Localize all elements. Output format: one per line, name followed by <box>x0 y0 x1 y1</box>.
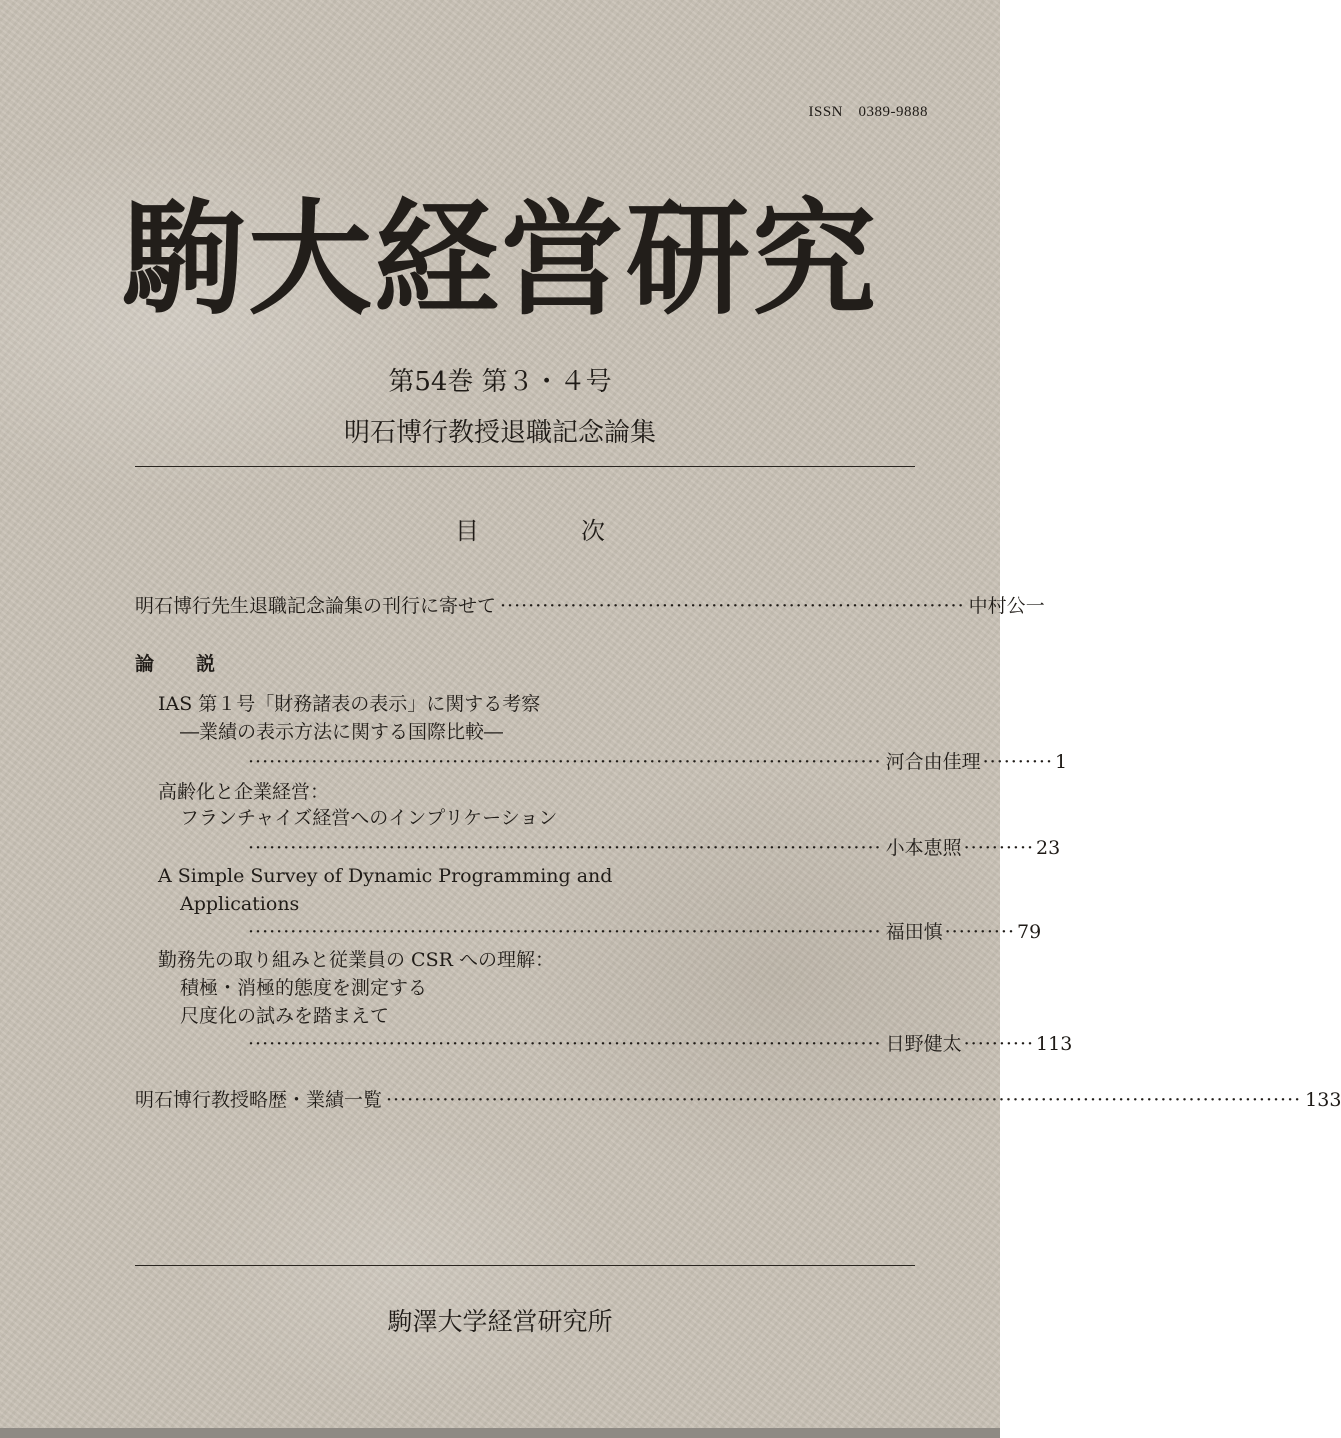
page-number: 133 <box>1305 1089 1341 1111</box>
dot-leader: ·································································· <box>500 595 965 617</box>
cover-bottom-edge <box>0 1428 1000 1438</box>
article-author: 福 田 慎 <box>885 921 943 943</box>
dot-leader: ·········· <box>982 751 1054 773</box>
article-title-line[interactable]: 高齢化と企業経営： <box>158 781 330 803</box>
toc-entry-article[interactable] <box>248 834 1061 862</box>
bottom-divider <box>135 1265 915 1266</box>
foreword-title: 明石博行先生退職記念論集の刊行に寄せて <box>135 595 497 617</box>
toc-entry-article[interactable] <box>248 748 1068 776</box>
publisher-name: 駒澤大学経営研究所 <box>387 1307 613 1336</box>
journal-title: 駒大経営研究 <box>121 187 878 332</box>
article-title-line[interactable]: 勤務先の取り組みと従業員の CSR への理解： <box>158 949 554 971</box>
toc-heading-char: 目 <box>455 517 479 545</box>
section-label: 論 説 <box>135 653 215 675</box>
dot-leader: ·························································································· <box>248 837 882 859</box>
dot-leader: ·········· <box>963 837 1035 859</box>
article-title-line[interactable]: 尺度化の試みを踏まえて <box>180 1005 390 1027</box>
page-number: 113 <box>1036 1033 1073 1055</box>
article-title-line[interactable]: フランチャイズ経営へのインプリケーション <box>180 807 558 829</box>
toc-entry-appendix[interactable] <box>135 1086 1341 1114</box>
page-number: 79 <box>1017 921 1042 943</box>
dot-leader: ·························································································· <box>248 1033 882 1055</box>
toc-entry-article[interactable] <box>248 1030 1073 1058</box>
article-title-line[interactable]: A Simple Survey of Dynamic Programming and <box>158 865 613 887</box>
toc-entry-foreword[interactable] <box>135 592 1045 620</box>
page-number: 23 <box>1036 837 1061 859</box>
article-author: 日 野 健 太 <box>885 1033 962 1055</box>
dot-leader: ·········· <box>963 1033 1035 1055</box>
page-number: 1 <box>1055 751 1068 773</box>
toc-entry-article[interactable] <box>248 918 1042 946</box>
article-author: 小 本 恵 照 <box>885 837 962 859</box>
article-title-line[interactable]: IAS 第１号「財務諸表の表示」に関する考察 <box>158 693 541 715</box>
appendix-title: 明石博行教授略歴・業績一覧 <box>135 1089 383 1111</box>
foreword-author: 中 村 公 一 <box>968 595 1045 617</box>
volume-number: 第54巻 第３・４号 <box>388 367 612 397</box>
article-title-line[interactable]: Applications <box>180 893 300 915</box>
top-divider <box>135 466 915 467</box>
dot-leader: ·········· <box>944 921 1016 943</box>
issue-subtitle: 明石博行教授退職記念論集 <box>343 418 656 448</box>
article-author: 河 合 由佳理 <box>885 751 981 773</box>
article-title-line[interactable]: 積極・消極的態度を測定する <box>180 977 428 999</box>
toc-heading <box>455 515 605 547</box>
dot-leader: ·························································································· <box>248 921 882 943</box>
dot-leader: ·························································································· <box>248 751 882 773</box>
toc-heading-char: 次 <box>581 517 605 545</box>
article-title-line[interactable]: ―業績の表示方法に関する国際比較― <box>180 721 504 743</box>
issn-number: ISSN 0389-9888 <box>808 104 928 120</box>
dot-leader: ·································································································································· <box>386 1089 1302 1111</box>
